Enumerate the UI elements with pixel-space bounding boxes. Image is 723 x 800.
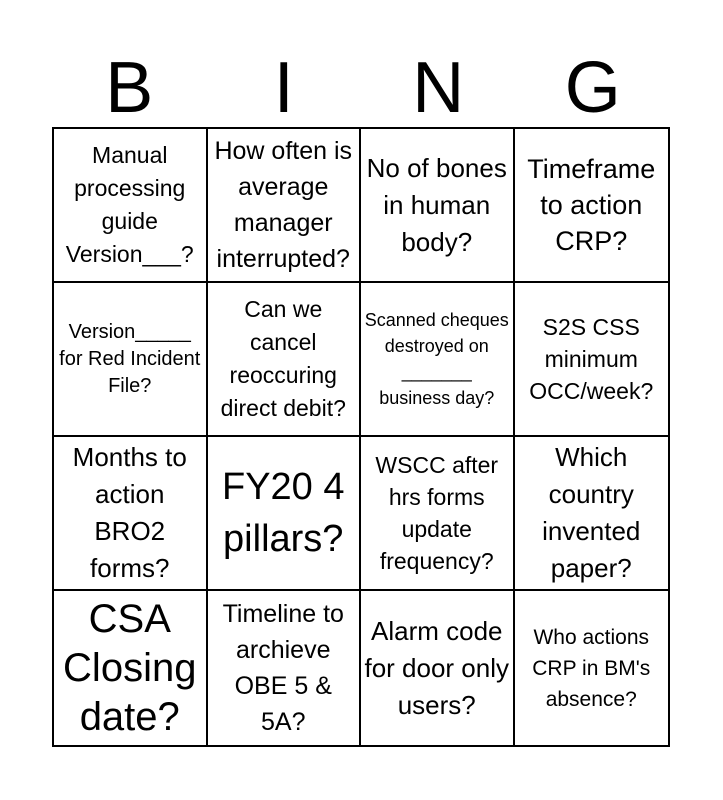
cell-text: S2S CSS minimum OCC/week?	[529, 314, 654, 404]
cell-text: FY20 4 pillars?	[221, 466, 345, 560]
header-letter-n: N	[412, 48, 465, 128]
cell-text: Timeline to archieve OBE 5 & 5A?	[222, 600, 344, 736]
bingo-cell-9[interactable]	[54, 437, 208, 591]
bingo-cell-13[interactable]	[54, 591, 208, 745]
cell-text: WSCC after hrs forms update frequency?	[375, 452, 499, 574]
bingo-cell-11[interactable]	[361, 437, 515, 591]
cell-text: Alarm code for door only users?	[364, 615, 510, 720]
bingo-cell-3[interactable]	[361, 129, 515, 283]
header-letter-i: I	[273, 48, 294, 128]
bingo-cell-12[interactable]	[515, 437, 669, 591]
bingo-cell-6[interactable]	[208, 283, 362, 437]
cell-text: Which country invented paper?	[542, 442, 641, 583]
header-letter-b: B	[105, 48, 154, 128]
bingo-header	[52, 48, 670, 128]
cell-text: Who actions CRP in BM's absence?	[532, 625, 651, 711]
bingo-cell-15[interactable]	[361, 591, 515, 745]
cell-text: How often is average manager interrupted?	[214, 137, 353, 273]
bingo-board	[52, 127, 670, 747]
bingo-cell-14[interactable]	[208, 591, 362, 745]
bingo-cell-5[interactable]	[54, 283, 208, 437]
cell-text: Can we cancel reoccuring direct debit?	[220, 296, 346, 421]
bingo-cell-4[interactable]	[515, 129, 669, 283]
cell-text: No of bones in human body?	[366, 152, 507, 257]
bingo-cell-10[interactable]	[208, 437, 362, 591]
bingo-cell-8[interactable]	[515, 283, 669, 437]
header-letter-g: G	[564, 48, 621, 128]
cell-text: CSA Closing date?	[63, 596, 197, 739]
bingo-cell-16[interactable]	[515, 591, 669, 745]
cell-text: Manual processing guide Version___?	[65, 142, 194, 267]
bingo-cell-1[interactable]	[54, 129, 208, 283]
bingo-cell-7[interactable]	[361, 283, 515, 437]
cell-text: Scanned cheques destroyed on _______ business day?	[364, 310, 509, 408]
cell-text: Months to action BRO2 forms?	[72, 442, 187, 583]
bingo-cell-2[interactable]	[208, 129, 362, 283]
cell-text: Timeframe to action CRP?	[527, 154, 656, 256]
cell-text: Version_____ for Red Incident File?	[59, 320, 201, 397]
